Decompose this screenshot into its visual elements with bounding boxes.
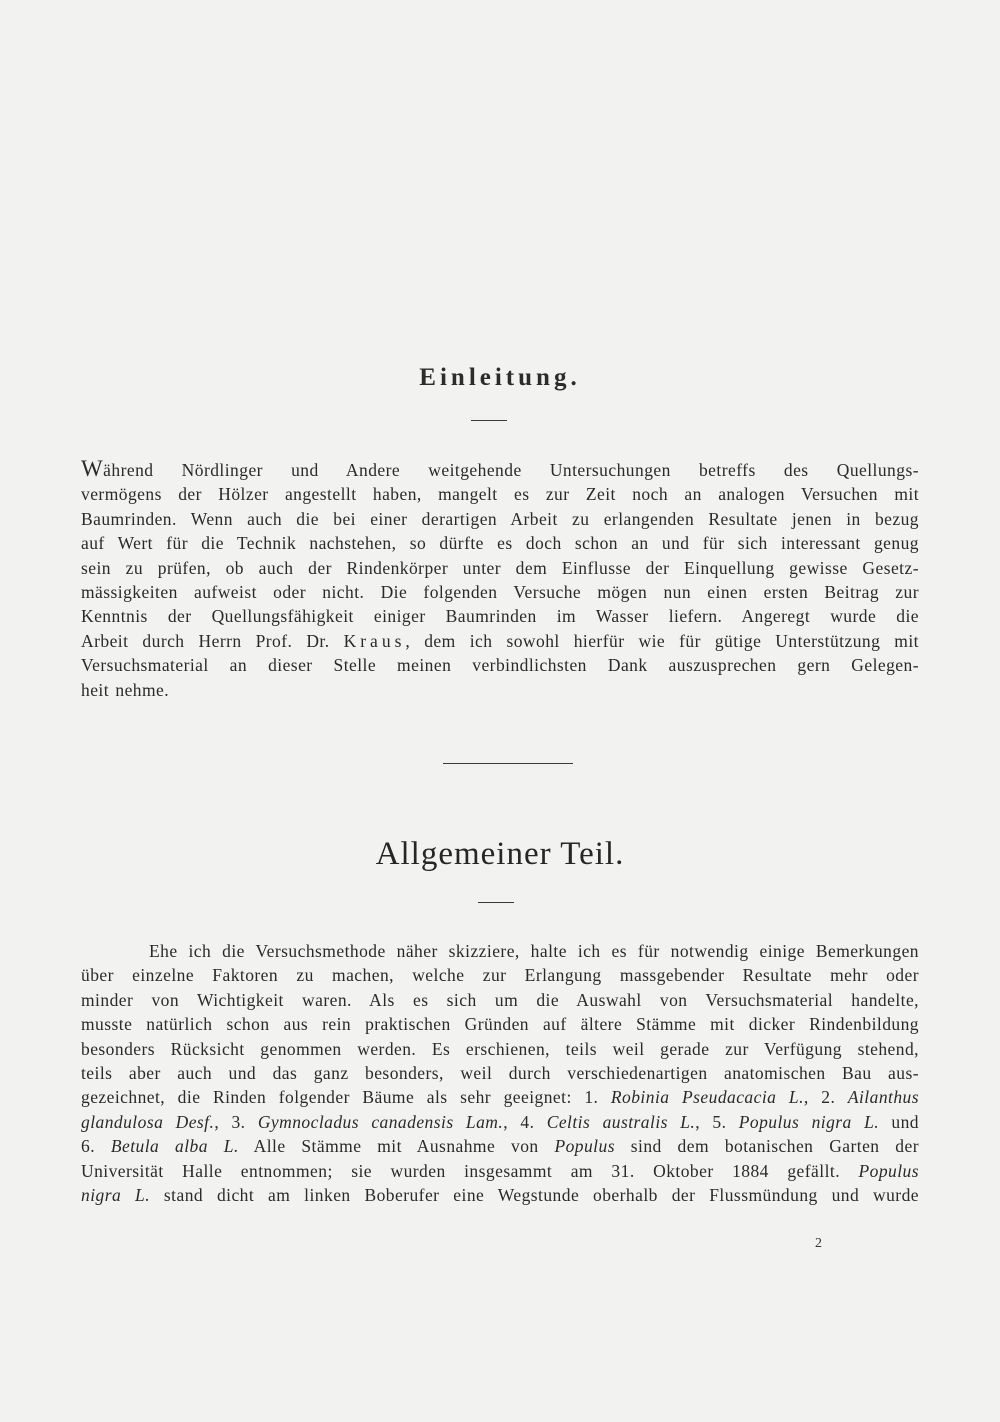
text-line: glandulosa Desf., 3. Gymnocladus canadensis Lam., 4. Celtis australis L., 5. Populus nigra L. und: [81, 1111, 920, 1132]
text-line: Arbeit durch Herrn Prof. Dr. Kraus, dem ich sowohl hierfür wie für gütige Unterstützung mit: [81, 630, 919, 651]
text-line: Baumrinden. Wenn auch die bei einer derartigen Arbeit zu erlangenden Resultate jenen in bezug: [81, 508, 919, 529]
text-line: minder von Wichtigkeit waren. Als es sich um die Auswahl von Versuchsmaterial handelte,: [81, 989, 919, 1010]
text-line: mässigkeiten aufweist oder nicht. Die folgenden Versuche mögen nun einen ersten Beitrag zur: [81, 582, 919, 603]
genus-name: Populus: [554, 1136, 615, 1157]
species-name: Ailanthus: [847, 1087, 919, 1108]
species-name: glandulosa Desf.: [81, 1111, 215, 1132]
text-line: besonders Rücksicht genommen werden. Es erschienen, teils weil gerade zur Verfügung stehend,: [81, 1038, 919, 1059]
section-heading-allgemeiner-teil: Allgemeiner Teil.: [375, 836, 625, 872]
text-line: über einzelne Faktoren zu machen, welche zur Erlangung massgebender Resultate mehr oder: [81, 965, 919, 986]
species-name: Populus nigra L.: [738, 1111, 880, 1132]
author-name: Kraus: [343, 630, 406, 651]
text-line: auf Wert für die Technik nachstehen, so dürfte es doch schon an und für sich interessant genug: [81, 533, 919, 554]
main-paragraph: [81, 939, 919, 1207]
text-line: teils aber auch und das ganz besonders, weil durch verschiedenartigen anatomischen Bau aus-: [81, 1063, 919, 1084]
species-name: Betula alba L.: [110, 1136, 239, 1157]
section-divider: [443, 763, 573, 764]
text-line: Versuchsmaterial an dieser Stelle meinen verbindlichsten Dank auszusprechen gern Gelegen-: [81, 655, 919, 676]
text-line: nigra L. stand dicht am linken Boberufer eine Wegstunde oberhalb der Flussmündung und wurde: [81, 1185, 920, 1206]
text-line: gezeichnet, die Rinden folgender Bäume als sehr geeignet: 1. Robinia Pseudacacia L., 2. Ailanthus: [81, 1087, 919, 1108]
initial-letter: W: [81, 456, 104, 481]
species-name: Robinia Pseudacacia L.: [610, 1087, 804, 1108]
species-name: nigra L.: [81, 1185, 151, 1206]
text-line: musste natürlich schon aus rein praktischen Gründen auf ältere Stämme mit dicker Rindenbildung: [81, 1014, 919, 1035]
text-line: vermögens der Hölzer angestellt haben, mangelt es zur Zeit noch an analogen Versuchen mit: [81, 484, 919, 505]
text-line: Ehe ich die Versuchsmethode näher skizziere, halte ich es für notwendig einige Bemerkungen: [149, 941, 919, 961]
species-name: Gymnocladus canadensis Lam.: [257, 1111, 504, 1132]
species-name: Celtis australis L.: [546, 1111, 696, 1132]
intro-paragraph: [81, 457, 919, 702]
heading-divider: [478, 902, 514, 903]
heading-divider: [471, 420, 507, 421]
text-line: Universität Halle entnommen; sie wurden insgesammt am 31. Oktober 1884 gefällt. Populus: [81, 1160, 919, 1181]
genus-name: Populus: [858, 1160, 919, 1181]
section-heading-einleitung: Einleitung.: [419, 364, 581, 391]
page-number: 2: [815, 1236, 822, 1251]
text-line: Während Nördlinger und Andere weitgehende Untersuchungen betreffs des Quellungs-: [81, 456, 919, 481]
text-line: Kenntnis der Quellungsfähigkeit einiger Baumrinden im Wasser liefern. Angeregt wurde die: [81, 606, 919, 627]
text-line: sein zu prüfen, ob auch der Rindenkörper unter dem Einflusse der Einquellung gewisse Gesetz-: [81, 557, 919, 578]
text-line: heit nehme.: [81, 679, 170, 700]
text-line: 6. Betula alba L. Alle Stämme mit Ausnahme von Populus sind dem botanischen Garten der: [81, 1136, 920, 1157]
